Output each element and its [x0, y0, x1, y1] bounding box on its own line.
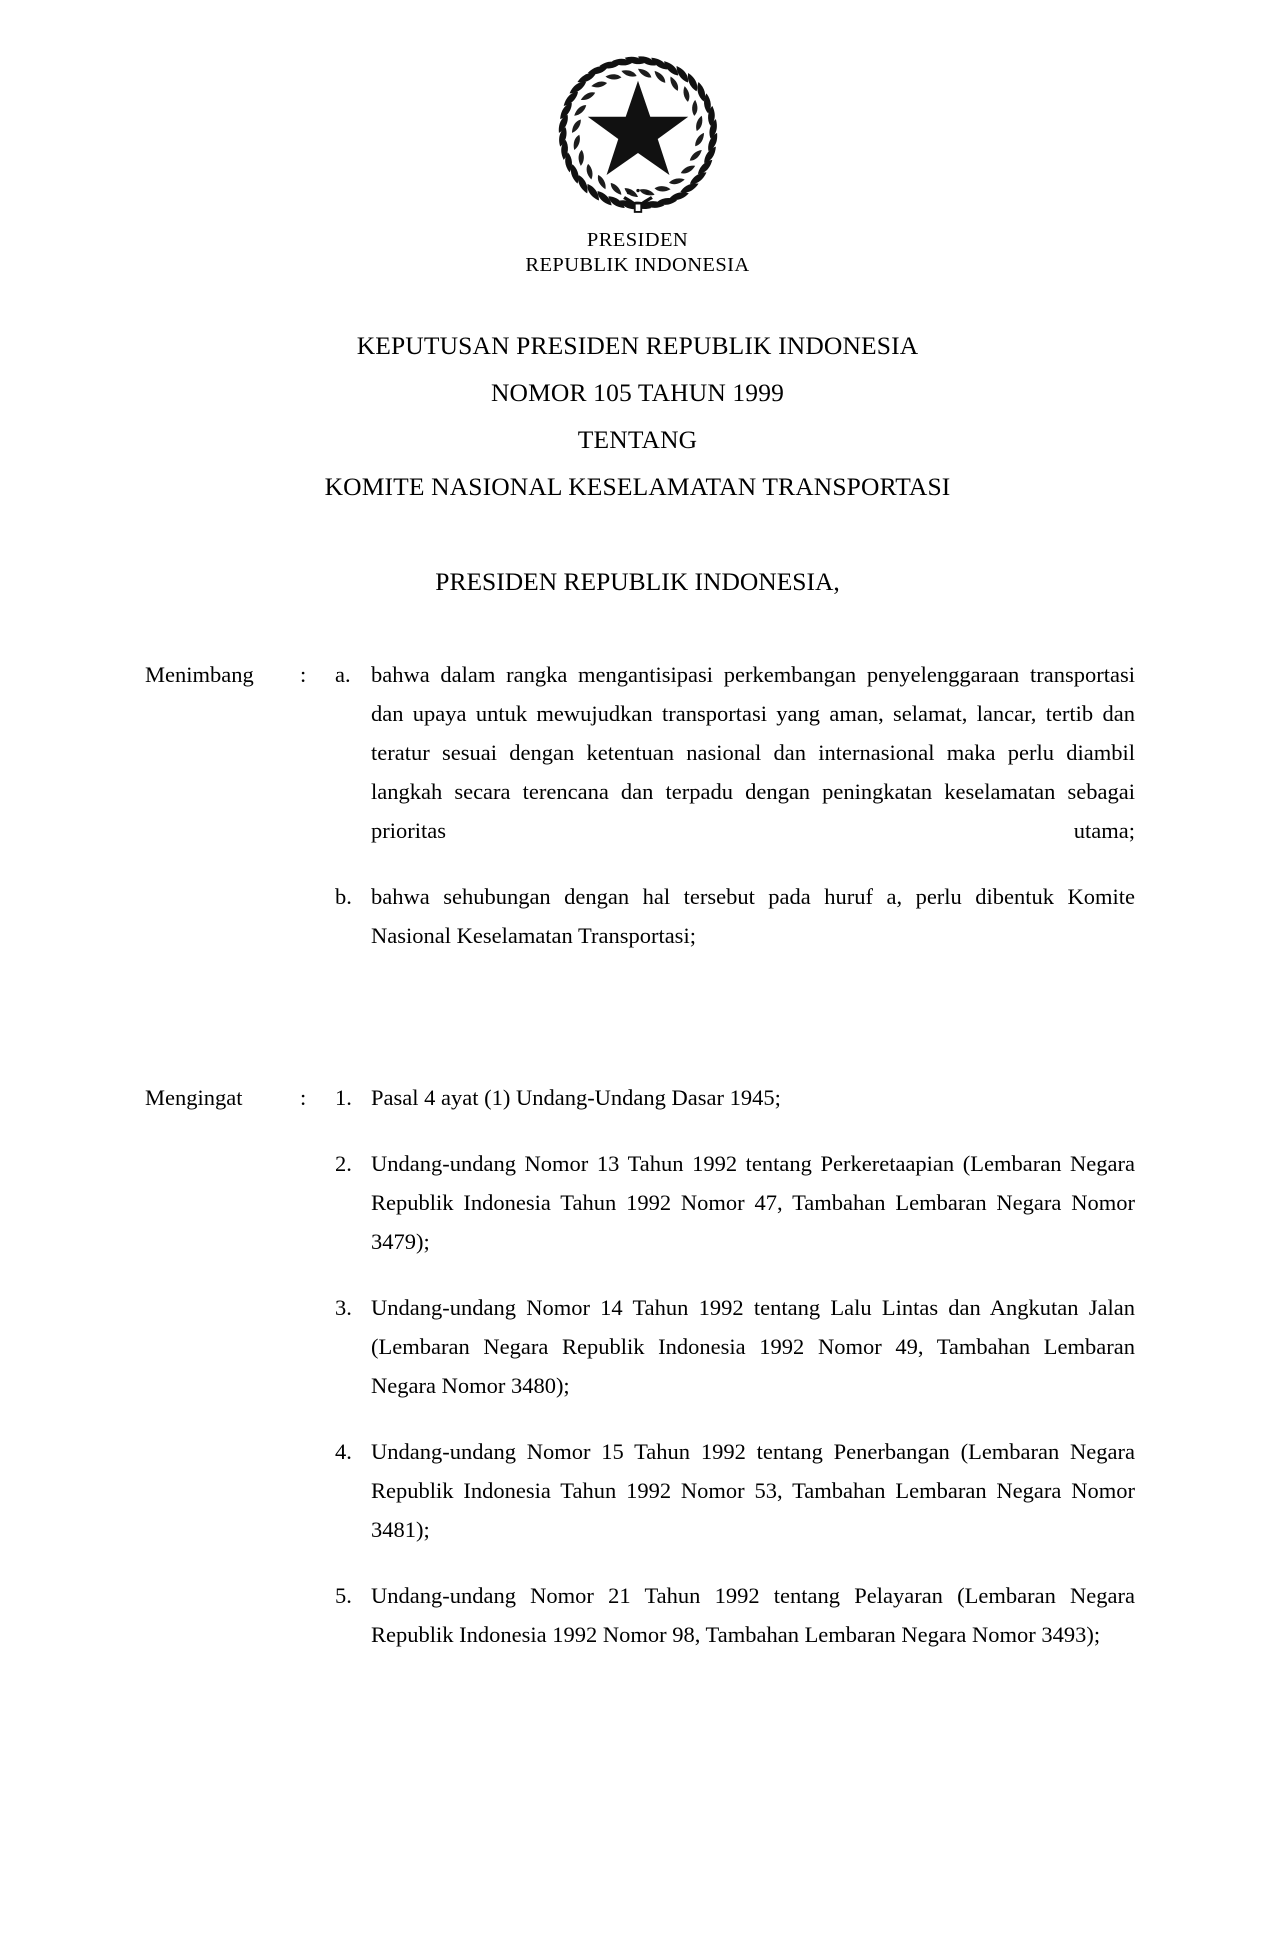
presidential-seal-star-wreath-icon: [545, 38, 731, 224]
mengingat-marker-2: 2.: [335, 1151, 352, 1176]
mengingat-text-5: Undang-undang Nomor 21 Tahun 1992 tentang Pelayaran (Lembaran Negara Republik Indonesia 1992 Nomor 98, Tambahan Lembaran Negara Nomor 3493);: [371, 1583, 1135, 1647]
list-item: [335, 1144, 1135, 1261]
mengingat-items: [335, 1078, 1135, 1654]
title-line-subject: KOMITE NASIONAL KESELAMATAN TRANSPORTASI: [324, 472, 951, 501]
opening-statement: PRESIDEN REPUBLIK INDONESIA,: [435, 567, 840, 596]
mengingat-colon: :: [300, 1085, 307, 1110]
letterhead-line-republik-indonesia: REPUBLIK INDONESIA: [525, 254, 750, 276]
title-line-tentang: TENTANG: [577, 425, 698, 454]
title-line-keputusan: KEPUTUSAN PRESIDEN REPUBLIK INDONESIA: [356, 331, 919, 360]
menimbang-colon: :: [300, 662, 307, 687]
list-item: [335, 1432, 1135, 1549]
mengingat-section: [145, 1078, 1135, 1654]
list-item: [335, 1576, 1135, 1654]
mengingat-text-1: Pasal 4 ayat (1) Undang-Undang Dasar 1945;: [371, 1085, 781, 1110]
menimbang-section: [145, 655, 1135, 955]
menimbang-items: [335, 655, 1135, 955]
menimbang-label: Menimbang: [145, 662, 254, 687]
mengingat-row: [145, 1078, 1135, 1654]
menimbang-text-a: bahwa dalam rangka mengantisipasi perkembangan penyelenggaraan transportasi dan upaya untuk mewujudkan transportasi yang aman, selamat, lancar, tertib dan teratur sesuai dengan ketentuan nasional dan internasional maka perlu diambil langkah secara terencana dan terpadu dengan peningkatan keselamatan sebagai prioritas utama;: [371, 662, 1135, 843]
letterhead-line-presiden: PRESIDEN: [586, 229, 689, 251]
mengingat-marker-4: 4.: [335, 1439, 352, 1464]
page-title: [0, 322, 1275, 510]
menimbang-marker-a: a.: [335, 662, 351, 687]
letterhead: [0, 228, 1275, 278]
menimbang-text-b: bahwa sehubungan dengan hal tersebut pada huruf a, perlu dibentuk Komite Nasional Keselamatan Transportasi;: [371, 884, 1135, 948]
list-item: [335, 877, 1135, 955]
mengingat-text-3: Undang-undang Nomor 14 Tahun 1992 tentang Lalu Lintas dan Angkutan Jalan (Lembaran Negara Republik Indonesia 1992 Nomor 49, Tambahan Lembaran Negara Nomor 3480);: [371, 1295, 1135, 1398]
emblem-block: [0, 38, 1275, 229]
menimbang-row: [145, 655, 1135, 955]
title-line-nomor: NOMOR 105 TAHUN 1999: [490, 378, 785, 407]
mengingat-text-2: Undang-undang Nomor 13 Tahun 1992 tentang Perkeretaapian (Lembaran Negara Republik Indonesia Tahun 1992 Nomor 47, Tambahan Lembaran Negara Nomor 3479);: [371, 1151, 1135, 1254]
mengingat-label: Mengingat: [145, 1085, 243, 1110]
mengingat-marker-5: 5.: [335, 1583, 352, 1608]
list-item: [335, 655, 1135, 850]
list-item: [335, 1288, 1135, 1405]
menimbang-marker-b: b.: [335, 884, 352, 909]
mengingat-marker-1: 1.: [335, 1085, 352, 1110]
mengingat-text-4: Undang-undang Nomor 15 Tahun 1992 tentang Penerbangan (Lembaran Negara Republik Indonesia Tahun 1992 Nomor 53, Tambahan Lembaran Negara Nomor 3481);: [371, 1439, 1135, 1542]
list-item: [335, 1078, 1135, 1117]
mengingat-marker-3: 3.: [335, 1295, 352, 1320]
